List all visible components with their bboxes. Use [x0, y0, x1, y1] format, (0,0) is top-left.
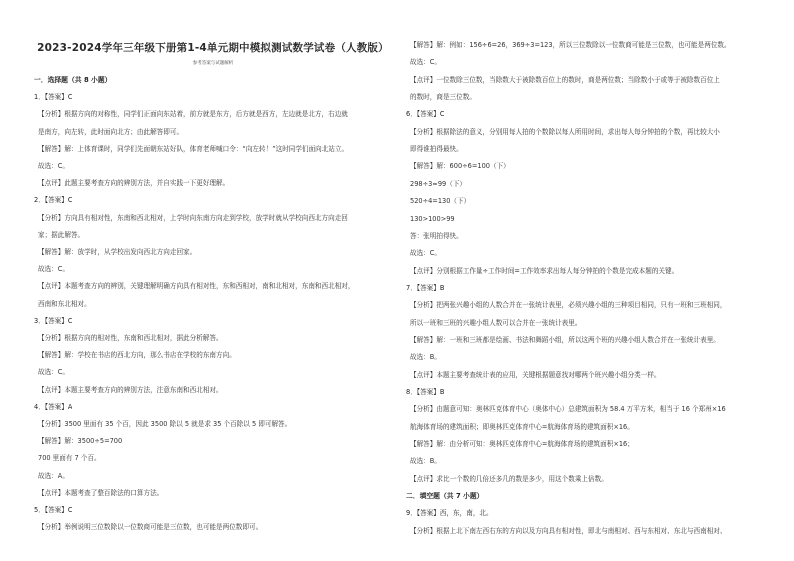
question-answer-line: 5．【答案】C	[34, 506, 73, 514]
explanation-line: 【点评】本题考查方向的辨别，关键理解明确方向具有相对性，东和西相对，南和北相对，东南和西北相对，	[38, 282, 355, 291]
explanation-line: 【点评】分别根据工作量÷工作时间=工作效率求出每人每分钟拍的个数是完成本题的关键。	[410, 266, 679, 275]
explanation-line: 【点评】本题主要考查方向的辨别方法，注意东南和西北相对。	[38, 385, 223, 394]
question-answer-line: 2．【答案】C	[34, 196, 73, 205]
explanation-line: 故选：C。	[38, 162, 69, 170]
explanation-line: 【解答】解：放学时，从学校出发向西北方向走回家。	[38, 248, 197, 256]
section-heading: 二．填空题（共 7 小题）	[406, 492, 484, 501]
explanation-line: 航海体育场的建筑面积；即奥林匹克体育中心=航海体育场的建筑面积×16。	[410, 422, 634, 431]
explanation-line: 【分析】举例说明三位数除以一位数商可能是三位数，也可能是两位数即可。	[38, 523, 263, 532]
explanation-line: 298÷3≈99（下）	[410, 179, 467, 188]
explanation-line: 700 里面有 7 个百。	[38, 454, 101, 463]
explanation-line: 【分析】根据上北下南左西右东的方向以及方向具有相对性，即北与南相对、西与东相对、东北与西南相对、	[410, 526, 727, 535]
question-answer-line: 6．【答案】C	[406, 110, 445, 119]
explanation-line: 【分析】把两张兴趣小组的人数合并在一张统计表里，必须兴趣小组的三种项目相同，只有一班和三班相同，	[410, 301, 727, 310]
explanation-line: 答：张明拍得快。	[410, 231, 463, 240]
question-answer-line: 3．【答案】C	[34, 316, 73, 325]
explanation-line: 【分析】根据方向的对称性，同学们正面向东站着，前方就是东方，后方就是西方，左边就是北方，右边就	[38, 110, 348, 119]
explanation-line: 故选：C。	[410, 249, 441, 258]
explanation-line: 【分析】方向具有相对性，东南和西北相对，上学时向东南方向走到学校，放学时就从学校向西北方向走回	[38, 213, 348, 222]
explanation-line: 故选：C。	[410, 58, 441, 67]
question-answer-line: 1．【答案】C	[34, 93, 73, 102]
explanation-line: 所以一班和三班的兴趣小组人数可以合并在一张统计表里。	[410, 318, 582, 327]
question-answer-line: 8．【答案】B	[406, 388, 445, 396]
explanation-line: 【点评】本题主要考查统计表的应用，关键根据题意找对哪两个班兴趣小组分类一样。	[410, 370, 661, 379]
explanation-line: 【解答】解：学校在书店的西北方向，那么书店在学校的东南方向。	[38, 351, 236, 360]
explanation-line: 即得谁拍得最快。	[410, 145, 463, 154]
document-subtitle: 参考答案与试题解析	[192, 61, 234, 66]
explanation-line: 【分析】由题意可知：奥林匹克体育中心（奥体中心）总建筑面积为 58.4 万平方米，相当于 16 个郑州×16	[410, 405, 726, 414]
explanation-line: 【分析】根据除法的意义，分别用每人拍的个数除以每人所用时间，求出每人每分钟拍的个数，再比较大小	[410, 127, 720, 136]
explanation-line: 【解答】解：一班和三班都是绘画、书法和舞蹈小组，所以这两个班的兴趣小组人数合并在一张统计表里。	[410, 335, 720, 344]
explanation-line: 【分析】根据方向的相对性，东南和西北相对，据此分析解答。	[38, 334, 223, 342]
question-answer-line: 4．【答案】A	[34, 402, 73, 411]
explanation-line: 【解答】解：上体育课时，同学们先面朝东站好队，体育老师喊口令：“向左转！”这时同学们面向北站立。	[38, 144, 349, 153]
explanation-line: 故选：B。	[410, 457, 441, 466]
document-title: 2023-2024学年三年级下册第1-4单元期中模拟测试数学试卷（人教版）	[37, 42, 389, 54]
explanation-line: 【点评】一位数除三位数，当除数大于被除数百位上的数时，商是两位数；当除数小于或等于被除数百位上	[410, 75, 720, 84]
explanation-line: 【点评】此题主要考查方向的辨别方法，并自实践一下更好理解。	[38, 179, 230, 188]
explanation-line: 的数时，商是三位数。	[410, 93, 476, 102]
explanation-line: 故选：C。	[38, 265, 69, 274]
explanation-line: 【点评】求比一个数的几倍还多几的数是多少，用这个数乘上倍数。	[410, 474, 608, 483]
explanation-line: 【点评】本题考查了整百除法的口算方法。	[38, 488, 164, 497]
explanation-line: 故选：B。	[410, 353, 441, 362]
explanation-line: 西南和东北相对。	[38, 299, 91, 308]
explanation-line: 【分析】3500 里面有 35 个百，因此 3500 除以 5 就是求 35 个百除以 5 即可解答。	[38, 420, 292, 428]
explanation-line: 【解答】解：例如：156÷6=26，369÷3=123，所以三位数除以一位数商可能是三位数，也可能是两位数。	[410, 41, 731, 49]
question-answer-line: 7．【答案】B	[406, 283, 445, 292]
explanation-line: 是南方，向左转，此时面向北方；由此解答即可。	[38, 127, 184, 136]
explanation-line: 【解答】解：3500÷5=700	[38, 437, 123, 446]
question-answer-line: 9．【答案】西，东，南，北。	[406, 509, 493, 518]
section-heading: 一．选择题（共 8 小题）	[34, 76, 112, 84]
explanation-line: 家；据此解答。	[38, 230, 85, 239]
explanation-line: 130>100>99	[410, 214, 455, 223]
explanation-line: 520÷4=130（下）	[410, 197, 471, 206]
explanation-line: 故选：A。	[38, 471, 69, 480]
explanation-line: 【解答】解：由分析可知：奥林匹克体育中心=航海体育场的建筑面积×16；	[410, 440, 634, 449]
explanation-line: 【解答】解：600÷6=100（下）	[410, 162, 510, 171]
explanation-line: 故选：C。	[38, 368, 69, 377]
